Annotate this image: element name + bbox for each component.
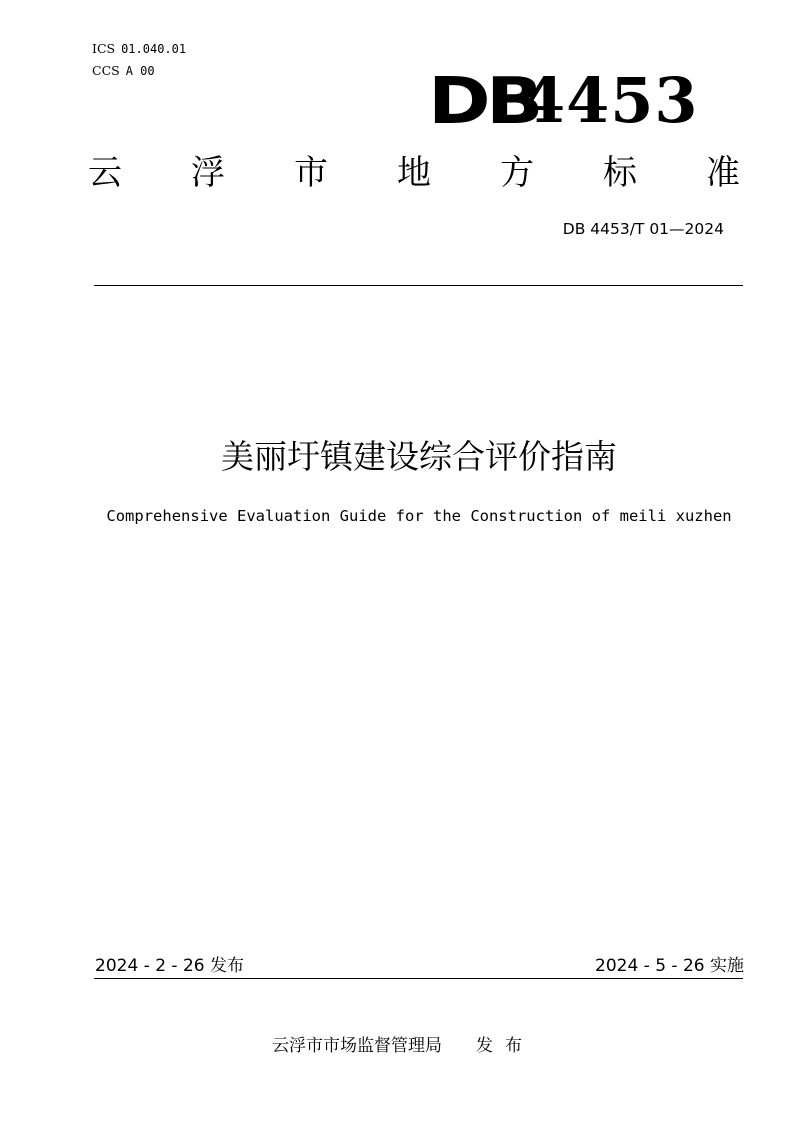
publisher	[272, 1034, 534, 1058]
top-divider	[94, 285, 743, 286]
logo-prefix: DB	[428, 65, 539, 139]
standard-type-title	[88, 150, 740, 196]
document-title: 美丽圩镇建设综合评价指南	[221, 437, 617, 476]
standard-type-char: 浮	[191, 153, 225, 193]
ccs-value: A 00	[125, 64, 155, 78]
document-subtitle: Comprehensive Evaluation Guide for the Construction of meili xuzhen	[106, 507, 732, 525]
publisher-action: 发布	[476, 1036, 534, 1056]
bottom-divider	[94, 978, 743, 979]
publisher-name: 云浮市市场监督管理局	[272, 1036, 442, 1056]
standard-type-char: 市	[294, 153, 328, 193]
classification-codes	[92, 38, 186, 82]
standard-number: DB 4453/T 01—2024	[562, 220, 724, 238]
issue-date: 2024 - 2 - 26 发布	[95, 956, 244, 976]
standard-type-char: 标	[603, 153, 637, 193]
standard-type-char: 云	[88, 153, 122, 193]
ccs-label: CCS	[92, 63, 120, 78]
logo-number: 4453	[522, 64, 699, 137]
standard-type-char: 地	[397, 153, 431, 193]
standard-type-char: 准	[706, 153, 740, 193]
implementation-date: 2024 - 5 - 26 实施	[595, 956, 744, 976]
ics-code	[92, 38, 186, 60]
ics-value: 01.040.01	[121, 42, 187, 56]
ics-label: ICS	[92, 41, 116, 56]
standard-type-char: 方	[500, 153, 534, 193]
ccs-code	[92, 60, 186, 82]
